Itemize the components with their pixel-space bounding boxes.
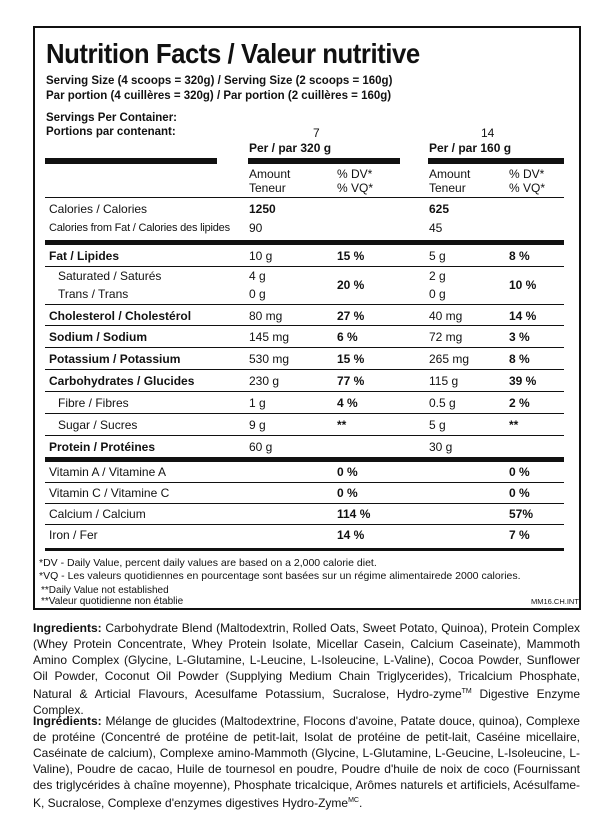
row-potassium-label: Potassium / Potassium	[49, 352, 181, 366]
row-sodium-d1: 6 %	[337, 330, 358, 344]
header-vq-2: % VQ*	[509, 181, 546, 195]
header-vq-1: % VQ*	[337, 181, 374, 195]
servings-per-container-en: Servings Per Container:	[46, 112, 178, 124]
servings-count-2: 14	[481, 126, 495, 140]
row-fibre-d2: 2 %	[509, 396, 530, 410]
row-protein-label: Protein / Protéines	[49, 440, 156, 454]
ingredients-en-label: Ingredients:	[33, 621, 102, 635]
row-protein-a2: 30 g	[429, 440, 453, 454]
divider	[45, 304, 564, 305]
row-calcium-label: Calcium / Calcium	[49, 507, 146, 521]
row-sugar-d2: **	[509, 418, 519, 432]
ingredients-fr-tail: .	[358, 796, 363, 810]
row-potassium-a2: 265 mg	[429, 352, 470, 366]
ingredients-fr	[33, 713, 580, 811]
header-teneur-1: Teneur	[249, 181, 286, 195]
divider	[45, 503, 564, 504]
divider	[45, 413, 564, 414]
row-fat-a2: 5 g	[429, 249, 446, 263]
footnote-ne-fr: **Valeur quotidienne non établie	[41, 596, 184, 607]
row-iron-label: Iron / Fer	[49, 528, 98, 542]
thick-rule-right	[428, 158, 564, 164]
row-vitc-label: Vitamin C / Vitamine C	[49, 486, 170, 500]
row-vitc-d2: 0 %	[509, 486, 530, 500]
row-carbs-label: Carbohydrates / Glucides	[49, 374, 195, 388]
divider	[45, 347, 564, 348]
divider	[45, 524, 564, 525]
row-sugar-label: Sugar / Sucres	[58, 418, 138, 432]
row-fat-d1: 15 %	[337, 249, 365, 263]
row-carbs-d1: 77 %	[337, 374, 365, 388]
calories-fat-2: 45	[429, 221, 443, 235]
calories-value-1: 1250	[249, 202, 276, 216]
per-label-1: Per / par 320 g	[249, 141, 332, 155]
thick-rule-bottom	[45, 548, 564, 551]
row-trans-label: Trans / Trans	[58, 287, 129, 301]
row-sodium-a2: 72 mg	[429, 330, 463, 344]
ingredients-fr-text: Mélange de glucides (Maltodextrine, Flocons d'avoine, Patate douce, quinoa), Complexe de protéine (Concentré de protéine de petit-lait, Isolat de protéine de petit-lait, Caséine micellaire, Caséinate de calcium), Complexe amino-Mammoth (Glycine, L-Glutamine, L-Geucine, L-Isoleucine, L-Valine), Poudre de cacao, Huile de tournesol en poudre, Poudre d'huile de noix de coco (Fournissant des triglycérides à chaîne moyenne), Phosphate tricalcique, Arômes naturels et artificiels, Acésulfame-K, Sucralose, Complexe d'enzymes digestives Hydro-Zyme	[33, 714, 580, 810]
serving-size-en: Serving Size (4 scoops = 320g) / Serving Size (2 scoops = 160g)	[46, 75, 393, 87]
row-potassium-d2: 8 %	[509, 352, 530, 366]
divider	[45, 369, 564, 370]
row-trans-a2: 0 g	[429, 287, 446, 301]
thick-rule-calories	[45, 240, 564, 245]
ingredients-fr-label: Ingrédients:	[33, 714, 102, 728]
calories-label: Calories / Calories	[49, 202, 148, 216]
row-fat-label: Fat / Lipides	[49, 249, 120, 263]
thick-rule-protein	[45, 457, 564, 462]
row-sodium-d2: 3 %	[509, 330, 530, 344]
servings-per-container-fr: Portions par contenant:	[46, 126, 176, 138]
footnote-dv: *DV - Daily Value, percent daily values are based on a 2,000 calorie diet.	[39, 557, 377, 569]
row-vita-d2: 0 %	[509, 465, 530, 479]
row-chol-a2: 40 mg	[429, 309, 463, 323]
footnote-vq: *VQ - Les valeurs quotidiennes en pourcentage sont basées sur un régime alimentairede 2000 calories.	[39, 570, 521, 582]
divider	[45, 325, 564, 326]
serving-size-fr: Par portion (4 cuillères = 320g) / Par portion (2 cuillères = 160g)	[46, 90, 392, 102]
mc-mark: MC	[348, 797, 359, 804]
calories-fat-label: Calories from Fat / Calories des lipides	[49, 222, 230, 234]
row-sugar-a1: 9 g	[249, 418, 266, 432]
row-chol-label: Cholesterol / Cholestérol	[49, 309, 192, 323]
thick-rule-mid	[248, 158, 400, 164]
row-carbs-a2: 115 g	[429, 374, 459, 388]
row-chol-a1: 80 mg	[249, 309, 283, 323]
ingredients-en-tail: Digestive Enzyme Complex.	[33, 687, 580, 717]
header-dv-2: % DV*	[509, 167, 545, 181]
row-fibre-a2: 0.5 g	[429, 396, 456, 410]
header-dv-1: % DV*	[337, 167, 373, 181]
row-carbs-d2: 39 %	[509, 374, 537, 388]
row-calcium-d1: 114 %	[337, 507, 371, 521]
row-fibre-label: Fibre / Fibres	[58, 396, 129, 410]
ingredients-en-text: Carbohydrate Blend (Maltodextrin, Rolled Oats, Sweet Potato, Quinoa), Protein Complex (Whey Protein Concentrate, Whey Protein Isolate, Micellar Casein, Calcium Caseinate), Mammoth Amino Complex (Glycine, L-Glutamine, L-Leucine, L-Isoleucine, L-Valine), Cocoa Powder, Sunflower Oil Powder, Coconut Oil Powder (Supplying Medium Chain Triglycerides), Tricalcium Phosphate, Natural & Articial Flavours, Acesulfame Potassium, Sucralose, Hydro-zyme	[33, 621, 580, 701]
row-vita-label: Vitamin A / Vitamine A	[49, 465, 166, 479]
calories-value-2: 625	[429, 202, 450, 216]
row-fibre-d1: 4 %	[337, 396, 358, 410]
row-sugar-d1: **	[337, 418, 347, 432]
divider	[45, 266, 564, 267]
divider	[45, 391, 564, 392]
row-satdv-d2: 10 %	[509, 278, 537, 292]
row-iron-d1: 14 %	[337, 528, 365, 542]
product-code: MM16.CH.INT	[531, 597, 579, 606]
calories-fat-1: 90	[249, 221, 263, 235]
row-vita-d1: 0 %	[337, 465, 358, 479]
header-divider	[45, 197, 564, 198]
row-sat-a2: 2 g	[429, 269, 446, 283]
row-trans-a1: 0 g	[249, 287, 266, 301]
ingredients-en	[33, 620, 580, 718]
header-amount-2: Amount	[429, 167, 471, 181]
row-fat-a1: 10 g	[249, 249, 273, 263]
row-sat-label: Saturated / Saturés	[58, 269, 162, 283]
row-vitc-d1: 0 %	[337, 486, 358, 500]
row-carbs-a1: 230 g	[249, 374, 280, 388]
row-sugar-a2: 5 g	[429, 418, 446, 432]
panel-title: Nutrition Facts / Valeur nutritive	[46, 38, 420, 69]
thick-rule-left	[45, 158, 217, 164]
footnote-ne-en: **Daily Value not established	[41, 585, 169, 596]
row-sat-a1: 4 g	[249, 269, 266, 283]
row-sodium-label: Sodium / Sodium	[49, 330, 147, 344]
row-fat-d2: 8 %	[509, 249, 530, 263]
row-fibre-a1: 1 g	[249, 396, 266, 410]
trademark-mark: TM	[461, 688, 472, 695]
divider	[45, 482, 564, 483]
row-chol-d1: 27 %	[337, 309, 365, 323]
row-calcium-d2: 57%	[509, 507, 534, 521]
row-potassium-d1: 15 %	[337, 352, 365, 366]
row-iron-d2: 7 %	[509, 528, 530, 542]
row-sodium-a1: 145 mg	[249, 330, 290, 344]
per-label-2: Per / par 160 g	[429, 141, 512, 155]
row-protein-a1: 60 g	[249, 440, 273, 454]
row-satdv-d1: 20 %	[337, 278, 365, 292]
servings-count-1: 7	[313, 126, 320, 140]
header-amount-1: Amount	[249, 167, 291, 181]
header-teneur-2: Teneur	[429, 181, 466, 195]
row-potassium-a1: 530 mg	[249, 352, 290, 366]
divider	[45, 435, 564, 436]
row-chol-d2: 14 %	[509, 309, 537, 323]
nutrition-facts-panel	[33, 26, 581, 610]
